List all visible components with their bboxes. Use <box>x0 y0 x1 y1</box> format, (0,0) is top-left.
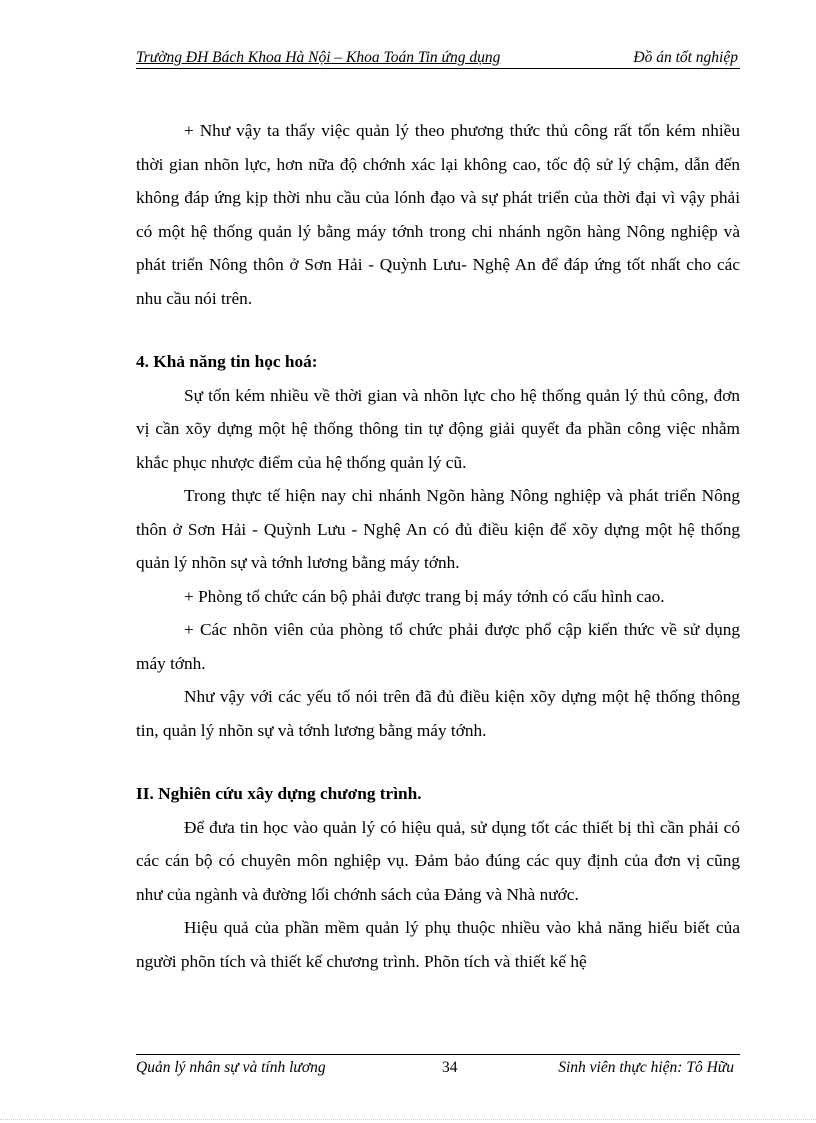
page-edge-divider <box>0 1119 816 1120</box>
header-doc-type: Đồ án tốt nghiệp <box>633 49 738 66</box>
section-title-informatization: 4. Khả năng tin học hoá: <box>136 352 318 371</box>
page-footer <box>136 1054 740 1076</box>
section-title-program-research: II. Nghiên cứu xây dựng chương trình. <box>136 784 422 803</box>
page-number: 34 <box>442 1059 458 1076</box>
paragraph-manual-cost: + Như vậy ta thấy việc quản lý theo phương thức thủ công rất tốn kém nhiều thời gian nhõn lực, hơn nữa độ chớnh xác lại không cao, tốc độ sử lý chậm, dẫn đến không đáp ứng kịp thời nhu cầu của lónh đạo và sự phát triển của thời đại vì vậy phải có một hệ thống quản lý bằng máy tớnh trong chi nhánh ngõn hàng Nông nghiệp và phát triển Nông thôn ở Sơn Hải - Quỳnh Lưu- Nghệ An để đáp ứng tốt nhất cho các nhu cầu nói trên. <box>136 121 740 308</box>
paragraph-bank-conditions: Trong thực tế hiện nay chi nhánh Ngõn hàng Nông nghiệp và phát triển Nông thôn ở Sơn Hải - Quỳnh Lưu - Nghệ An có đủ điều kiện để xõy dựng một hệ thống quản lý nhõn sự và tớnh lương bằng máy tớnh. <box>136 486 740 572</box>
spacer <box>136 315 740 345</box>
paragraph-conclusion: Như vậy với các yếu tố nói trên đã đủ điều kiện xõy dựng một hệ thống thông tin, quản lý nhõn sự và tớnh lương bằng máy tớnh. <box>136 687 740 740</box>
footer-title: Quản lý nhân sự và tính lương <box>136 1059 326 1076</box>
paragraph-equipment: + Phòng tổ chức cán bộ phải được trang bị máy tớnh có cấu hình cao. <box>184 586 665 606</box>
paragraph-it-in-management: Để đưa tin học vào quản lý có hiệu quả, sử dụng tốt các thiết bị thì cần phải có các cán bộ có chuyên môn nghiệp vụ. Đảm bảo đúng các quy định của đơn vị cũng như của ngành và đường lối chớnh sách của Đảng và Nhà nước. <box>136 817 740 904</box>
paragraph-cost-overview: Sự tốn kém nhiều về thời gian và nhõn lực cho hệ thống quản lý thủ công, đơn vị cần xõy dựng một hệ thống thông tin tự động giải quyết đa phần công việc nhằm khắc phục nhược điểm của hệ thống quản lý cũ. <box>136 385 740 472</box>
header-institution: Trường ĐH Bách Khoa Hà Nội – Khoa Toán Tin ứng dụng <box>136 49 501 66</box>
footer-author: Sinh viên thực hiện: Tô Hữu <box>558 1059 734 1076</box>
page-body <box>136 114 740 978</box>
paragraph-software-efficiency: Hiệu quả của phần mềm quản lý phụ thuộc nhiều vào khả năng hiểu biết của người phõn tích và thiết kế chương trình. Phõn tích và thiết kế hệ <box>136 918 740 971</box>
paragraph-staff-training: + Các nhõn viên của phòng tổ chức phải được phổ cập kiến thức về sử dụng máy tớnh. <box>136 620 740 673</box>
page-header <box>136 48 740 69</box>
spacer <box>136 747 740 777</box>
